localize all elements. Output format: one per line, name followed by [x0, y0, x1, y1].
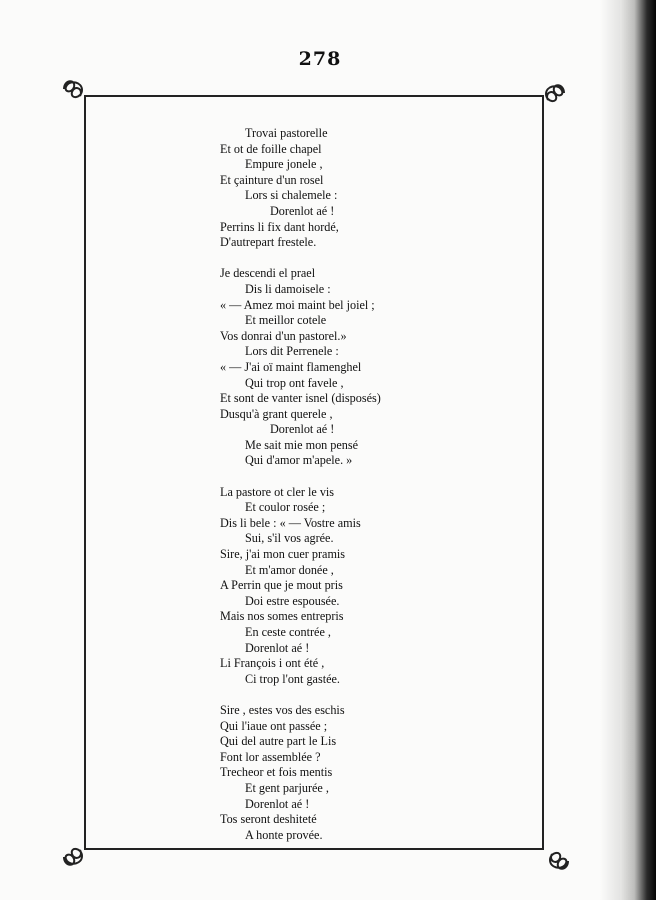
verse-line: Et gent parjurée ,	[245, 780, 329, 795]
verse-line: Li François i ont été ,	[220, 656, 325, 671]
verse-line: Dorenlot aé !	[270, 203, 335, 218]
page-number: 278	[298, 48, 342, 70]
verse-line: Je descendi el prael	[220, 266, 316, 281]
verse-line: Me sait mie mon pensé	[245, 437, 359, 452]
verse-line: Trecheor et fois mentis	[220, 765, 333, 780]
verse-line: Lors si chalemele :	[245, 188, 338, 203]
verse-line: Dorenlot aé !	[245, 796, 310, 811]
stanza	[0, 266, 640, 469]
verse-line: Qui del autre part le Lis	[220, 734, 337, 749]
verse-line: Dusqu'à grant querele ,	[220, 406, 333, 421]
corner-ornament-icon	[540, 78, 570, 108]
verse-line: Qui trop ont favele ,	[245, 375, 344, 390]
verse-line: « — Amez moi maint bel joiel ;	[220, 297, 375, 312]
verse-line: Et m'amor donée ,	[245, 562, 334, 577]
verse-line: Dorenlot aé !	[270, 422, 335, 437]
verse-line: Ci trop l'ont gastée.	[245, 671, 340, 686]
stanza	[0, 126, 640, 251]
corner-ornament-icon	[58, 74, 88, 104]
verse-line: Mais nos somes entrepris	[220, 609, 344, 624]
verse-line: La pastore ot cler le vis	[220, 484, 335, 499]
verse-line: Tos seront deshiteté	[220, 812, 317, 827]
verse-line: Qui d'amor m'apele. »	[245, 453, 353, 468]
verse-line: Et çainture d'un rosel	[220, 172, 324, 187]
verse-line: Doi estre espousée.	[245, 593, 340, 608]
verse-line: Et coulor rosée ;	[245, 500, 326, 515]
verse-line: Dis li damoisele :	[245, 281, 331, 296]
verse-line: Empure jonele ,	[245, 157, 323, 172]
frame-top-rule	[84, 95, 544, 97]
verse-line: Vos donrai d'un pastorel.»	[220, 328, 347, 343]
verse-line: D'autrepart frestele.	[220, 235, 317, 250]
verse-line: En ceste contrée ,	[245, 625, 331, 639]
verse-line: Perrins li fix dant hordé,	[220, 219, 339, 234]
verse-line: Sire , estes vos des eschis	[220, 702, 345, 717]
verse-line: « — J'ai oï maint flamenghel	[220, 359, 362, 374]
verse-line: A Perrin que je mout pris	[220, 578, 343, 593]
verse-line: Sire, j'ai mon cuer pramis	[220, 547, 346, 562]
verse-line: Trovai pastorelle	[245, 126, 328, 140]
verse-line: Lors dit Perrenele :	[245, 344, 339, 359]
verse-line: Et sont de vanter isnel (disposés)	[220, 391, 381, 406]
verse-line: Dis li bele : « — Vostre amis	[220, 515, 361, 530]
stanza	[0, 703, 640, 843]
verse-line: Dorenlot aé !	[245, 640, 310, 655]
poem-text	[0, 126, 640, 859]
verse-line: Et meillor cotele	[245, 313, 327, 328]
verse-line: Sui, s'il vos agrée.	[245, 531, 334, 546]
verse-line: A honte provée.	[245, 827, 323, 842]
verse-line: Qui l'iaue ont passée ;	[220, 718, 328, 733]
verse-line: Et ot de foille chapel	[220, 141, 322, 156]
stanza	[0, 485, 640, 688]
verse-line: Font lor assemblée ?	[220, 749, 321, 764]
